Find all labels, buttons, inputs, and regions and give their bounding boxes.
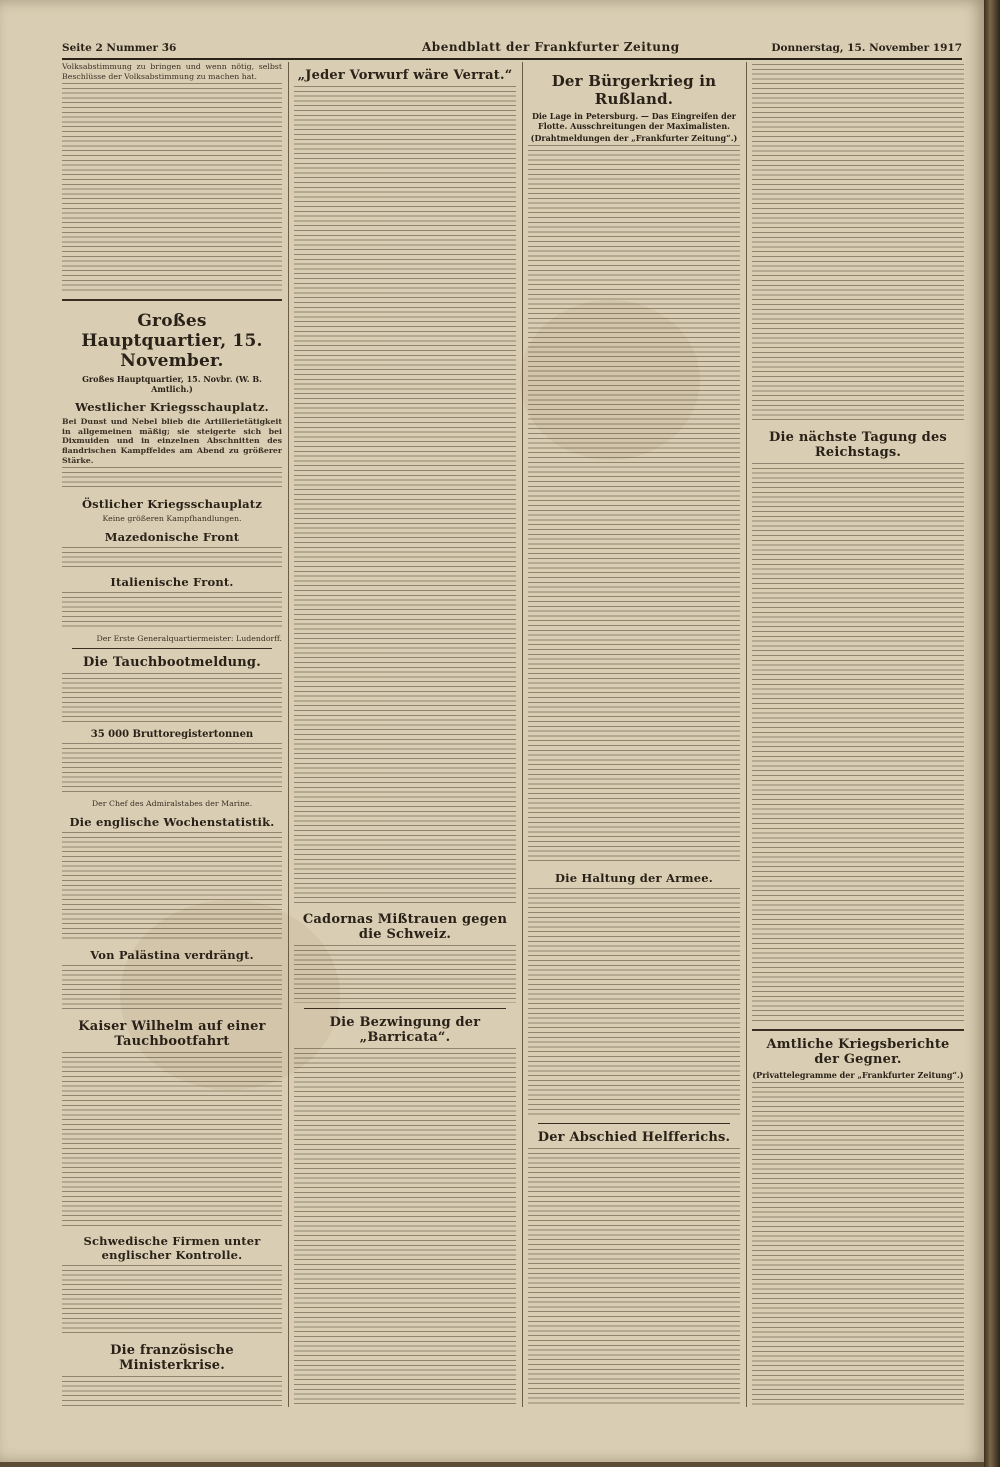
article-text-block bbox=[294, 945, 516, 1003]
tonnage-figure: 35 000 Bruttoregistertonnen bbox=[90, 729, 254, 741]
article-text-block bbox=[62, 1265, 282, 1337]
signature-ludendorff: Der Erste Generalquartiermeister: Ludendorff. bbox=[96, 633, 282, 643]
column-1 bbox=[62, 62, 282, 1407]
west-front-heading: Westlicher Kriegsschauplatz. bbox=[75, 400, 269, 415]
east-front-report: Keine größeren Kampfhandlungen. bbox=[102, 514, 242, 524]
masthead: Abendblatt der Frankfurter Zeitung bbox=[422, 40, 680, 54]
article-text-block bbox=[62, 832, 282, 942]
helfferich-headline: Der Abschied Helfferichs. bbox=[537, 1130, 731, 1145]
article-text-block bbox=[62, 1376, 282, 1407]
admiralty-signature: Der Chef des Admiralstabes der Marine. bbox=[91, 799, 253, 809]
article-text-block bbox=[62, 965, 282, 1013]
page-number: Seite 2 Nummer 3̃6 bbox=[62, 42, 177, 54]
article-text-block bbox=[528, 1148, 740, 1407]
swedish-firms-heading: Schwedische Firmen unter englischer Kontrolle. bbox=[83, 1233, 261, 1262]
column-rule bbox=[522, 62, 523, 1407]
macedonian-front-heading: Mazedonische Front bbox=[104, 529, 240, 544]
intro-paragraph: Volksabstimmung zu bringen und wenn nötig, selbst Beschlüsse der Volksabstimmung zu machen hat. bbox=[62, 62, 282, 81]
west-front-report: Bei Dunst und Nebel blieb die Artillerietätigkeit in allgemeinen mäßig; sie steigerte sich bei Dixmuiden und in einzelnen Abschnitten des flandrischen Kampffeldes am Abend zu größerer Stärke. bbox=[62, 417, 282, 465]
book-spine bbox=[984, 0, 1000, 1467]
divider bbox=[72, 648, 272, 649]
weekly-stats-heading: Die englische Wochenstatistik. bbox=[69, 814, 275, 829]
column-rule bbox=[746, 62, 747, 1407]
palestine-heading: Von Palästina verdrängt. bbox=[90, 947, 254, 962]
treason-headline: „Jeder Vorwurf wäre Verrat.“ bbox=[297, 68, 513, 83]
kaiser-headline: Kaiser Wilhelm auf einer Tauchbootfahrt bbox=[78, 1018, 266, 1049]
divider bbox=[304, 1008, 506, 1009]
column-2 bbox=[294, 62, 516, 1407]
article-text-block bbox=[752, 1082, 964, 1407]
barricata-headline: Die Bezwingung der „Barricata“. bbox=[329, 1015, 481, 1045]
east-front-heading: Östlicher Kriegsschauplatz bbox=[81, 497, 263, 512]
column-3 bbox=[528, 62, 740, 1407]
issue-date: Donnerstag, 15. November 1917 bbox=[771, 42, 962, 54]
uboat-headline: Die Tauchbootmeldung. bbox=[83, 655, 261, 671]
ministry-crisis-headline: Die französische Ministerkrise. bbox=[110, 1342, 234, 1373]
article-text-block bbox=[62, 467, 282, 491]
article-text-block bbox=[62, 547, 282, 569]
article-text-block bbox=[62, 673, 282, 725]
article-text-block bbox=[294, 86, 516, 906]
divider bbox=[62, 299, 282, 301]
column-rule bbox=[288, 62, 289, 1407]
civil-war-headline: Der Bürgerkrieg in Rußland. bbox=[551, 72, 717, 108]
hq-dateline: Großes Hauptquartier, 15. Novbr. (W. B. Amtlich.) bbox=[82, 374, 262, 395]
article-text-block bbox=[752, 463, 964, 1023]
divider bbox=[752, 1029, 964, 1031]
cadorna-headline: Cadornas Mißtrauen gegen die Schweiz. bbox=[302, 912, 508, 942]
enemy-reports-headline: Amtliche Kriegsberichte der Gegner. bbox=[766, 1037, 950, 1067]
divider bbox=[538, 1123, 730, 1124]
civil-war-subheading: Die Lage in Petersburg. — Das Eingreifen der Flotte. Ausschreitungen der Maximalisten. bbox=[531, 111, 737, 131]
article-text-block bbox=[62, 743, 282, 795]
article-text-block bbox=[62, 592, 282, 630]
article-text-block bbox=[62, 83, 282, 293]
article-text-block bbox=[294, 1048, 516, 1407]
column-4 bbox=[752, 62, 964, 1407]
reichstag-headline: Die nächste Tagung des Reichstags. bbox=[769, 430, 947, 460]
article-text-block bbox=[528, 145, 740, 865]
hq-headline: Großes Hauptquartier, 15. November. bbox=[81, 311, 263, 372]
wire-source: (Drahtmeldungen der „Frankfurter Zeitung“.) bbox=[530, 133, 738, 143]
army-stance-heading: Die Haltung der Armee. bbox=[554, 871, 714, 885]
article-text-block bbox=[528, 888, 740, 1118]
page-header bbox=[62, 40, 962, 60]
article-text-block bbox=[62, 1052, 282, 1228]
italian-front-heading: Italienische Front. bbox=[110, 574, 234, 589]
article-text-block bbox=[752, 64, 964, 424]
enemy-reports-source: (Privattelegramme der „Frankfurter Zeitung“.) bbox=[752, 1070, 964, 1080]
